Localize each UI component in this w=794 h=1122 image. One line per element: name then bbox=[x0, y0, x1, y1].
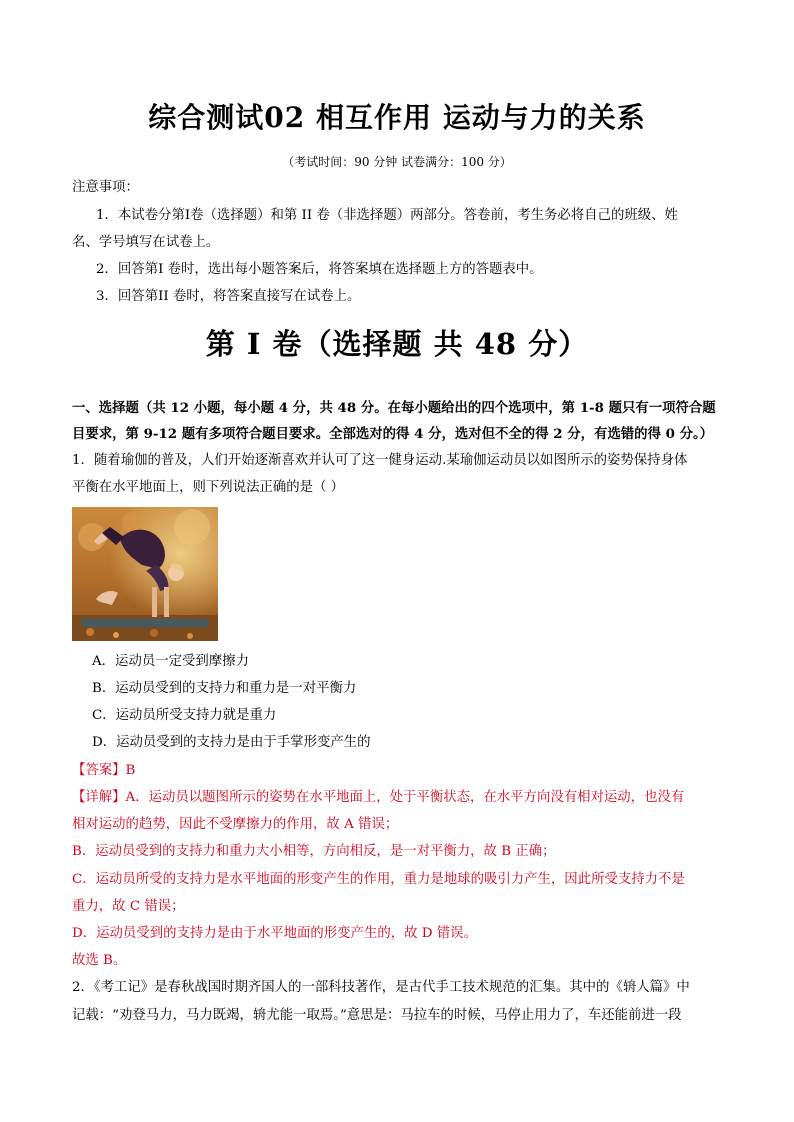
notes-heading: 注意事项： bbox=[72, 180, 139, 195]
explanation-c-cont: 重力，故 C 错误； bbox=[72, 899, 185, 914]
explanation-d: D．运动员受到的支持力是由于水平地面的形变产生的，故 D 错误。 bbox=[72, 926, 477, 941]
question-2-stem-cont: 记载：“劝登马力，马力既竭，辀尤能一取焉。”意思是：马拉车的时候，马停止用力了，车还能前进一段 bbox=[72, 1008, 682, 1023]
section-instructions-cont: 目要求，第 9-12 题有多项符合题目要求。全部选对的得 4 分，选对但不全的得 2 分，有选错的得 0 分。） bbox=[72, 426, 714, 442]
section-instructions: 一、选择题（共 12 小题，每小题 4 分，共 48 分。在每小题给出的四个选项中，第 1-8 题只有一项符合题 bbox=[72, 400, 716, 416]
note-item-2: 2．回答第I 卷时，选出每小题答案后，将答案填在选择题上方的答题表中。 bbox=[96, 262, 543, 277]
page-title: 综合测试02 相互作用 运动与力的关系 bbox=[148, 101, 646, 134]
option-a: A．运动员一定受到摩擦力 bbox=[92, 654, 249, 669]
option-c: C．运动员所受支持力就是重力 bbox=[92, 708, 277, 723]
answer-label: 【答案】B bbox=[72, 763, 136, 778]
question-1-stem: 1．随着瑜伽的普及，人们开始逐渐喜欢并认可了这一健身运动.某瑜伽运动员以如图所示的姿势保持身体 bbox=[72, 453, 688, 468]
question-1-stem-cont: 平衡在水平地面上，则下列说法正确的是（ ） bbox=[72, 480, 345, 495]
note-item-3: 3．回答第II 卷时，将答案直接写在试卷上。 bbox=[96, 289, 361, 304]
explanation-c: C．运动员所受的支持力是水平地面的形变产生的作用，重力是地球的吸引力产生，因此所受支持力不是 bbox=[72, 872, 685, 887]
yoga-photo bbox=[72, 507, 218, 641]
exam-info: （考试时间：90 分钟 试卷满分：100 分） bbox=[282, 155, 512, 169]
section-title: 第 I 卷（选择题 共 48 分） bbox=[205, 327, 589, 361]
explanation-b: B．运动员受到的支持力和重力大小相等，方向相反，是一对平衡力，故 B 正确； bbox=[72, 844, 556, 859]
option-d: D．运动员受到的支持力是由于手掌形变产生的 bbox=[92, 735, 371, 750]
note-item-1-cont: 名、学号填写在试卷上。 bbox=[72, 235, 220, 250]
explanation-conclusion: 故选 B。 bbox=[72, 953, 127, 968]
explanation-a-cont: 相对运动的趋势，因此不受摩擦力的作用，故 A 错误； bbox=[72, 817, 399, 832]
explanation-a: 【详解】A．运动员以题图所示的姿势在水平地面上，处于平衡状态，在水平方向没有相对运动，也没有 bbox=[72, 790, 685, 805]
option-b: B．运动员受到的支持力和重力是一对平衡力 bbox=[92, 681, 357, 696]
question-2-stem: 2．《考工记》是春秋战国时期齐国人的一部科技著作，是古代手工技术规范的汇集。其中的《辀人篇》中 bbox=[72, 980, 690, 995]
note-item-1: 1．本试卷分第I卷（选择题）和第 II 卷（非选择题）两部分。答卷前，考生务必将自己的班级、姓 bbox=[96, 208, 678, 223]
